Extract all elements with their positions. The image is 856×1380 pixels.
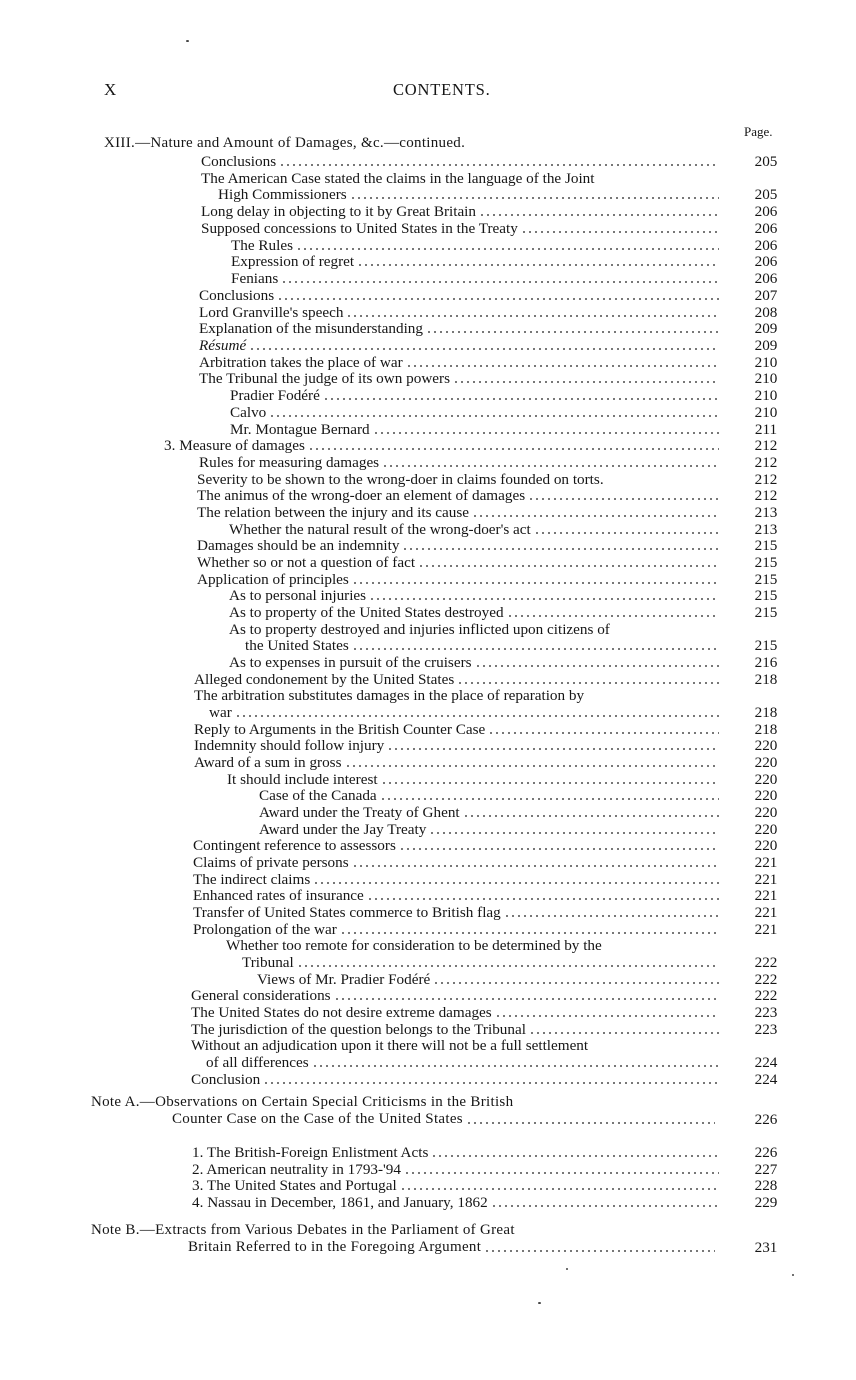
entry-label: Whether so or not a question of fact <box>197 554 416 571</box>
entry-label: Claims of private persons <box>193 854 349 871</box>
leader-dots <box>308 448 719 450</box>
toc-entry <box>206 1054 722 1071</box>
entry-label: Rules for measuring damages <box>199 454 380 471</box>
note-b-heading-line1: Note B.—Extracts from Various Debates in the Parliament of Great <box>91 1222 515 1238</box>
leader-dots <box>296 248 719 250</box>
entry-label: As to expenses in pursuit of the cruisers <box>229 654 472 671</box>
entry-page-number: 223 <box>754 1004 778 1021</box>
entry-label: As to property destroyed and injuries inflicted upon citizens of <box>229 621 610 638</box>
entry-label: The United States do not desire extreme damages <box>191 1004 492 1021</box>
entry-page-number: 212 <box>754 454 778 471</box>
entry-page-number: 205 <box>754 153 778 170</box>
leader-dots <box>350 197 719 199</box>
entry-page-number: 222 <box>754 987 778 1004</box>
toc-entry <box>191 1037 588 1054</box>
leader-dots <box>504 915 719 917</box>
toc-entry <box>193 904 722 921</box>
leader-dots <box>357 264 719 266</box>
entry-label: Contingent reference to assessors <box>193 837 396 854</box>
leader-dots <box>466 1122 715 1124</box>
toc-entry <box>199 287 722 304</box>
toc-entry <box>229 654 722 671</box>
toc-entry <box>191 987 722 1004</box>
leader-dots <box>402 548 719 550</box>
leader-dots <box>406 365 719 367</box>
entry-label: Tribunal <box>242 954 294 971</box>
entry-page-number: 222 <box>754 954 778 971</box>
entry-page-number: 229 <box>754 1194 778 1211</box>
entry-page-number: 208 <box>754 304 778 321</box>
toc-entry <box>230 421 722 438</box>
entry-page-number: 221 <box>754 921 778 938</box>
entry-page-number: 210 <box>754 370 778 387</box>
leader-dots <box>404 1172 719 1174</box>
leader-dots <box>426 331 719 333</box>
entry-page-number: 224 <box>754 1071 778 1088</box>
entry-page-number: 215 <box>754 587 778 604</box>
leader-dots <box>484 1250 715 1252</box>
entry-label: Arbitration takes the place of war <box>199 354 403 371</box>
leader-dots <box>418 565 719 567</box>
entry-page-number: 215 <box>754 554 778 571</box>
leader-dots <box>382 465 719 467</box>
entry-label: It should include interest <box>227 771 378 788</box>
entry-label: Calvo <box>230 404 267 421</box>
entry-page-number: 218 <box>754 721 778 738</box>
entry-label: 4. Nassau in December, 1861, and January, 1862 <box>192 1194 488 1211</box>
leader-dots <box>507 615 719 617</box>
entry-page-number: 207 <box>754 287 778 304</box>
entry-label: the United States <box>245 637 349 654</box>
entry-label: Severity to be shown to the wrong-doer in claims founded on torts. <box>197 471 604 488</box>
toc-entry <box>199 354 722 371</box>
scan-speck <box>792 1274 794 1276</box>
leader-dots <box>297 965 719 967</box>
toc-entry <box>231 237 722 254</box>
entry-label: Pradier Fodéré <box>230 387 320 404</box>
entry-page-number: 228 <box>754 1177 778 1194</box>
section-heading: XIII.—Nature and Amount of Damages, &c.—continued. <box>104 135 466 151</box>
entry-label: High Commissioners <box>218 186 347 203</box>
entry-label: The Tribunal the judge of its own powers <box>199 370 450 387</box>
entry-label: Whether too remote for consideration to be determined by the <box>226 937 602 954</box>
entry-page-number: 206 <box>754 253 778 270</box>
leader-dots <box>269 415 719 417</box>
entry-page-number: 210 <box>754 387 778 404</box>
entry-label: Conclusions <box>199 287 275 304</box>
entry-page-number: 221 <box>754 904 778 921</box>
leader-dots <box>281 281 719 283</box>
entry-label: Damages should be an indemnity <box>197 537 400 554</box>
entry-page-number: 206 <box>754 220 778 237</box>
entry-page-number: 205 <box>754 186 778 203</box>
entry-page-number: 220 <box>754 821 778 838</box>
entry-label: 3. The United States and Portugal <box>192 1177 397 1194</box>
toc-entry <box>191 1071 722 1088</box>
entry-page-number: 206 <box>754 270 778 287</box>
leader-dots <box>263 1082 719 1084</box>
leader-dots <box>235 715 719 717</box>
entry-page-number: 218 <box>754 671 778 688</box>
note-a-heading-line1: Note A.—Observations on Certain Special Criticisms in the British <box>91 1094 514 1110</box>
toc-entry <box>201 153 722 170</box>
entry-page-number: 213 <box>754 504 778 521</box>
toc-entry <box>242 954 722 971</box>
entry-label: 3. Measure of damages <box>164 437 305 454</box>
leader-dots <box>534 532 719 534</box>
leader-dots <box>491 1205 719 1207</box>
toc-entry <box>197 504 722 521</box>
entry-label: The Rules <box>231 237 294 254</box>
leader-dots <box>457 682 719 684</box>
note-a-heading-line2 <box>172 1111 718 1128</box>
toc-entry <box>194 721 722 738</box>
toc-entry <box>231 253 722 270</box>
toc-entry <box>193 887 722 904</box>
leader-dots <box>488 732 719 734</box>
toc-entry <box>199 454 722 471</box>
toc-entry <box>194 687 584 704</box>
entry-page-number: 211 <box>754 421 778 438</box>
note-a-page: 226 <box>754 1111 778 1128</box>
entry-label: Fenians <box>231 270 279 287</box>
leader-dots <box>453 381 719 383</box>
toc-entry <box>218 186 722 203</box>
toc-entry <box>192 1177 722 1194</box>
toc-entry <box>197 554 722 571</box>
leader-dots <box>431 1155 719 1157</box>
entry-label: As to personal injuries <box>229 587 367 604</box>
entry-label: The jurisdiction of the question belongs to the Tribunal <box>191 1021 526 1038</box>
entry-page-number: 209 <box>754 320 778 337</box>
toc-entry <box>245 637 722 654</box>
leader-dots <box>429 832 719 834</box>
leader-dots <box>352 648 719 650</box>
leader-dots <box>400 1188 719 1190</box>
toc-entry <box>192 1194 722 1211</box>
entry-page-number: 215 <box>754 571 778 588</box>
entry-label: Lord Granville's speech <box>199 304 344 321</box>
entry-label: Conclusion <box>191 1071 261 1088</box>
entry-label: Transfer of United States commerce to British flag <box>193 904 501 921</box>
toc-entry <box>194 754 722 771</box>
toc-entry <box>201 220 722 237</box>
toc-entry <box>199 370 722 387</box>
leader-dots <box>367 898 719 900</box>
leader-dots <box>352 582 719 584</box>
toc-entry <box>257 971 722 988</box>
entry-page-number: 222 <box>754 971 778 988</box>
toc-entry <box>199 337 722 354</box>
entry-page-number: 221 <box>754 887 778 904</box>
entry-label: 2. American neutrality in 1793-'94 <box>192 1161 401 1178</box>
entry-label: Application of principles <box>197 571 349 588</box>
entry-label: The relation between the injury and its cause <box>197 504 470 521</box>
leader-dots <box>433 982 719 984</box>
leader-dots <box>334 998 719 1000</box>
toc-entry <box>259 804 722 821</box>
toc-entry <box>164 437 722 454</box>
note-b-heading-line2 <box>188 1239 718 1256</box>
toc-entry <box>199 320 722 337</box>
entry-page-number: 220 <box>754 787 778 804</box>
toc-entry <box>259 787 722 804</box>
leader-dots <box>346 315 719 317</box>
leader-dots <box>373 432 719 434</box>
entry-label: Prolongation of the war <box>193 921 337 938</box>
entry-page-number: 206 <box>754 203 778 220</box>
leader-dots <box>369 598 719 600</box>
toc-entry <box>193 837 722 854</box>
entry-label: Reply to Arguments in the British Counter Case <box>194 721 486 738</box>
entry-page-number: 220 <box>754 737 778 754</box>
entry-label: Indemnity should follow injury <box>194 737 385 754</box>
entry-label: Without an adjudication upon it there will not be a full settlement <box>191 1037 589 1054</box>
toc-entry <box>193 854 722 871</box>
toc-entry <box>191 1004 722 1021</box>
leader-dots <box>345 765 719 767</box>
entry-page-number: 221 <box>754 854 778 871</box>
toc-entry <box>229 604 722 621</box>
entry-page-number: 206 <box>754 237 778 254</box>
entry-page-number: 212 <box>754 487 778 504</box>
entry-label: The American Case stated the claims in the language of the Joint <box>201 170 595 187</box>
toc-entry <box>209 704 722 721</box>
toc-entry <box>230 404 722 421</box>
entry-label: Case of the Canada <box>259 787 377 804</box>
leader-dots <box>381 782 719 784</box>
entry-page-number: 218 <box>754 704 778 721</box>
toc-entry <box>197 571 722 588</box>
entry-label: Long delay in objecting to it by Great Britain <box>201 203 476 220</box>
leader-dots <box>472 515 719 517</box>
scan-speck <box>538 1302 541 1304</box>
leader-dots <box>529 1032 719 1034</box>
leader-dots <box>352 865 719 867</box>
entry-label: Expression of regret <box>231 253 355 270</box>
entry-label: As to property of the United States destroyed <box>229 604 504 621</box>
entry-label: The animus of the wrong-doer an element of damages <box>197 487 526 504</box>
leader-dots <box>387 748 719 750</box>
entry-label: Views of Mr. Pradier Fodéré <box>257 971 431 988</box>
entry-label: war <box>209 704 232 721</box>
leader-dots <box>249 348 719 350</box>
leader-dots <box>277 298 719 300</box>
entry-page-number: 220 <box>754 837 778 854</box>
entry-page-number: 226 <box>754 1144 778 1161</box>
entry-label: Award under the Jay Treaty <box>259 821 427 838</box>
entry-label: General considerations <box>191 987 331 1004</box>
entry-label: Whether the natural result of the wrong-doer's act <box>229 521 531 538</box>
leader-dots <box>463 815 719 817</box>
entry-label: Supposed concessions to United States in the Treaty <box>201 220 518 237</box>
entry-label: of all differences <box>206 1054 309 1071</box>
toc-entry <box>199 304 722 321</box>
toc-entry <box>194 671 722 688</box>
entry-label: Enhanced rates of insurance <box>193 887 364 904</box>
toc-entry <box>193 921 722 938</box>
toc-entry <box>201 170 595 187</box>
toc-entry <box>226 937 602 954</box>
toc-entry <box>230 387 722 404</box>
leader-dots <box>312 1065 719 1067</box>
leader-dots <box>475 665 719 667</box>
toc-entry <box>197 471 604 488</box>
entry-label: Award of a sum in gross <box>194 754 342 771</box>
leader-dots <box>521 231 719 233</box>
entry-label: Mr. Montague Bernard <box>230 421 370 438</box>
entry-label: Explanation of the misunderstanding <box>199 320 423 337</box>
toc-entry <box>227 771 722 788</box>
entry-page-number: 213 <box>754 521 778 538</box>
toc-entry <box>229 587 722 604</box>
leader-dots <box>479 214 719 216</box>
entry-page-number: 212 <box>754 471 778 488</box>
toc-entry <box>197 537 722 554</box>
entry-label: The arbitration substitutes damages in the place of reparation by <box>194 687 585 704</box>
entry-page-number: 220 <box>754 771 778 788</box>
entry-page-number: 220 <box>754 754 778 771</box>
entry-page-number: 216 <box>754 654 778 671</box>
entry-label: The indirect claims <box>193 871 311 888</box>
entry-page-number: 215 <box>754 604 778 621</box>
entry-label: Conclusions <box>201 153 277 170</box>
toc-entry <box>201 203 722 220</box>
page-title: CONTENTS. <box>393 80 491 99</box>
leader-dots <box>528 498 719 500</box>
note-a-heading-text: Counter Case on the Case of the United States <box>172 1111 463 1127</box>
scan-speck <box>186 40 189 42</box>
toc-entry <box>197 487 722 504</box>
leader-dots <box>340 932 719 934</box>
toc-entry <box>229 521 722 538</box>
entry-page-number: 223 <box>754 1021 778 1038</box>
entry-page-number: 224 <box>754 1054 778 1071</box>
entry-page-number: 220 <box>754 804 778 821</box>
note-b-page: 231 <box>754 1239 778 1256</box>
leader-dots <box>380 798 719 800</box>
entry-page-number: 215 <box>754 637 778 654</box>
entry-label: Résumé <box>199 337 247 354</box>
entry-page-number: 215 <box>754 537 778 554</box>
toc-entry <box>192 1144 722 1161</box>
toc-entry <box>229 621 610 638</box>
scan-speck <box>566 1268 568 1270</box>
entry-page-number: 227 <box>754 1161 778 1178</box>
entry-label: Alleged condonement by the United States <box>194 671 455 688</box>
leader-dots <box>495 1015 719 1017</box>
entry-page-number: 210 <box>754 404 778 421</box>
leader-dots <box>323 398 719 400</box>
toc-entry <box>194 737 722 754</box>
entry-page-number: 209 <box>754 337 778 354</box>
note-b-heading-text: Britain Referred to in the Foregoing Argument <box>188 1239 482 1255</box>
page-column-label: Page. <box>744 124 773 139</box>
leader-dots <box>279 164 719 166</box>
entry-label: 1. The British-Foreign Enlistment Acts <box>192 1144 429 1161</box>
entry-page-number: 210 <box>754 354 778 371</box>
entry-page-number: 221 <box>754 871 778 888</box>
leader-dots <box>313 882 719 884</box>
toc-entry <box>192 1161 722 1178</box>
toc-entry <box>191 1021 722 1038</box>
toc-entry <box>231 270 722 287</box>
page-numeral: X <box>104 80 117 99</box>
entry-page-number: 212 <box>754 437 778 454</box>
toc-entry <box>259 821 722 838</box>
entry-label: Award under the Treaty of Ghent <box>259 804 460 821</box>
toc-entry <box>193 871 722 888</box>
leader-dots <box>399 848 719 850</box>
